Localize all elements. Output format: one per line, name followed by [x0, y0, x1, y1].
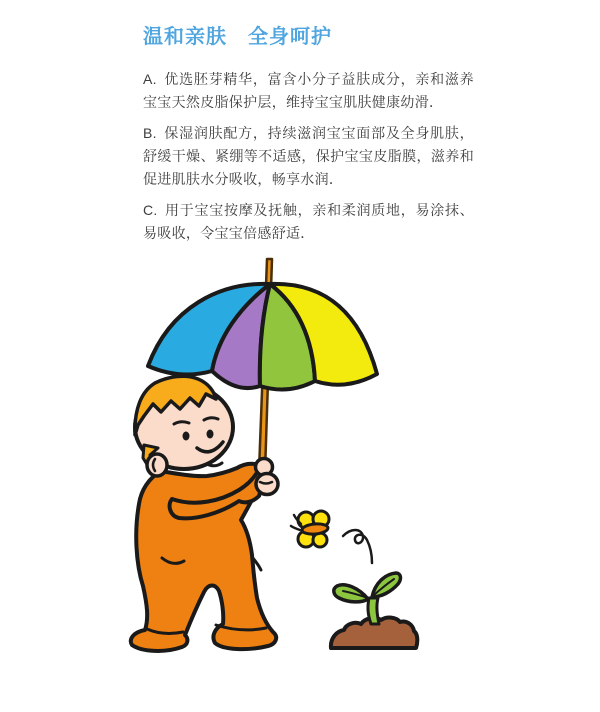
flight-trail-line: [343, 530, 372, 563]
sprout-stem: [368, 598, 379, 624]
chin-line: [207, 463, 222, 466]
feature-label-c: C.: [143, 202, 158, 218]
page-title: 温和亲肤 全身呵护: [143, 26, 332, 48]
feature-label-a: A.: [143, 71, 157, 87]
umbrella-canopy-icon: [148, 284, 377, 390]
feature-text-c: 用于宝宝按摩及抚触，亲和柔润质地，易涂抹、易吸收，令宝宝倍感舒适．: [143, 202, 474, 241]
butterfly-body: [302, 523, 329, 535]
feature-text-b: 保湿润肤配方，持续滋润宝宝面部及全身肌肤，舒缓干燥、紧绷等不适感，保护宝宝皮脂膜，滋养和促进肌肤水分吸收，畅享水润．: [143, 125, 474, 187]
baby-figure: [131, 376, 278, 651]
right-eye: [207, 430, 214, 439]
feature-item-a: [143, 68, 474, 114]
baby-umbrella-illustration: [115, 252, 475, 702]
feature-item-b: [143, 122, 474, 191]
product-copy: [143, 25, 474, 253]
baby-ear: [147, 454, 167, 476]
butterfly-icon: [291, 511, 329, 547]
feature-label-b: B.: [143, 125, 157, 141]
feature-item-c: [143, 199, 474, 245]
left-eye: [183, 432, 190, 441]
seedling-icon: [331, 573, 417, 648]
feature-text-a: 优选胚芽精华，富含小分子益肤成分，亲和滋养宝宝天然皮脂保护层，维持宝宝肌肤健康幼滑．: [143, 71, 474, 110]
